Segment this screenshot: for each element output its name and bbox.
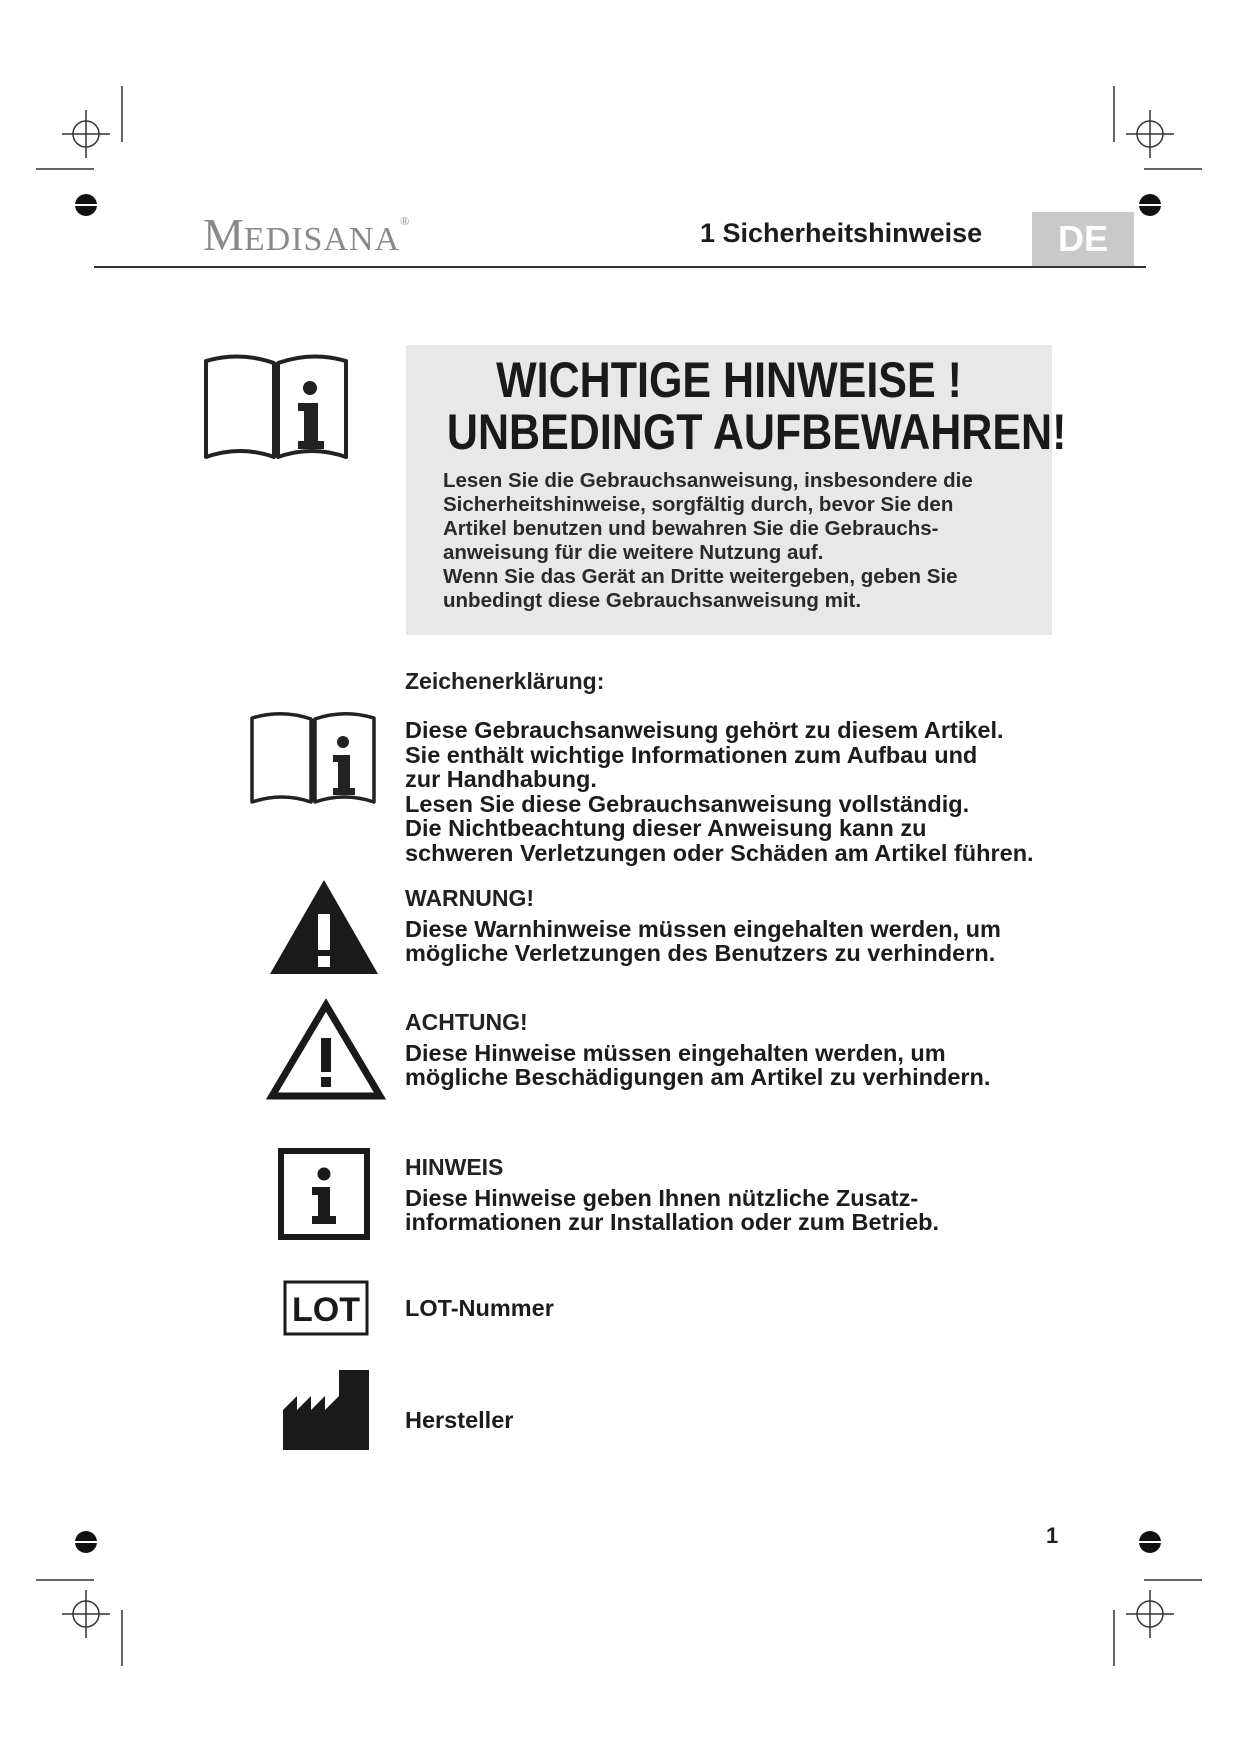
manual-line: Diese Gebrauchsanweisung gehört zu diesem Artikel. — [405, 717, 1004, 743]
legend-heading: Zeichenerklärung: — [405, 668, 605, 694]
manual-description — [405, 718, 1125, 865]
lot-symbol-text: LOT — [292, 1291, 360, 1329]
manual-line: Die Nichtbeachtung dieser Anweisung kann zu — [405, 815, 927, 841]
header-divider — [94, 266, 1146, 268]
caution-title: ACHTUNG! — [405, 1009, 528, 1035]
warning-line: Diese Warnhinweise müssen eingehalten werden, um — [405, 915, 1001, 942]
manual-line: schweren Verletzungen oder Schäden am Artikel führen. — [405, 839, 1034, 866]
notice-paragraph — [443, 469, 1043, 613]
registration-mark-icon — [62, 110, 110, 158]
warning-triangle-outline-icon — [268, 1000, 384, 1100]
manufacturer-label: Hersteller — [405, 1407, 514, 1433]
caution-line: Diese Hinweise müssen eingehalten werden, um — [405, 1039, 946, 1066]
info-box-icon — [278, 1148, 370, 1240]
warning-triangle-filled-icon — [268, 878, 380, 976]
book-info-icon — [248, 712, 378, 810]
warning-line: mögliche Verletzungen des Benutzers zu verhindern. — [405, 940, 996, 966]
caution-description — [405, 1010, 1125, 1090]
notice-title-line-1: WICHTIGE HINWEISE ! — [496, 352, 962, 408]
caution-line: mögliche Beschädigungen am Artikel zu verhindern. — [405, 1064, 991, 1090]
notice-line: Sicherheitshinweise, sorgfältig durch, bevor Sie den — [443, 493, 954, 516]
notice-line: Wenn Sie das Gerät an Dritte weitergeben, geben Sie — [443, 565, 958, 588]
lot-label: LOT-Nummer — [405, 1295, 554, 1321]
registration-mark-icon — [1126, 1590, 1174, 1638]
warning-description — [405, 886, 1125, 966]
page-number: 1 — [1046, 1523, 1059, 1548]
brand-logo: MEDISANA® — [203, 209, 410, 260]
lot-symbol-icon — [283, 1280, 369, 1336]
registration-mark-icon — [62, 1590, 110, 1638]
note-title: HINWEIS — [405, 1154, 504, 1180]
manual-line: zur Handhabung. — [405, 766, 597, 792]
warning-title: WARNUNG! — [405, 885, 535, 911]
section-title: 1 Sicherheitshinweise — [700, 218, 983, 248]
note-line: informationen zur Installation oder zum Betrieb. — [405, 1209, 940, 1235]
note-description — [405, 1155, 1125, 1235]
manual-line: Sie enthält wichtige Informationen zum Aufbau und — [405, 741, 978, 768]
notice-line: unbedingt diese Gebrauchsanweisung mit. — [443, 589, 862, 612]
important-notice-box — [406, 345, 1067, 635]
notice-line: Artikel benutzen und bewahren Sie die Gebrauchs- — [443, 517, 939, 540]
factory-icon — [283, 1370, 369, 1450]
manual-line: Lesen Sie diese Gebrauchsanweisung vollständig. — [405, 790, 970, 817]
notice-title-line-2: UNBEDINGT AUFBEWAHREN! — [446, 404, 1067, 460]
note-line: Diese Hinweise geben Ihnen nützliche Zusatz- — [405, 1184, 919, 1211]
registration-mark-icon — [1126, 110, 1174, 158]
notice-line: Lesen Sie die Gebrauchsanweisung, insbesondere die — [443, 469, 973, 492]
notice-line: anweisung für die weitere Nutzung auf. — [443, 541, 824, 564]
book-info-icon — [202, 355, 350, 465]
language-badge: DE — [1032, 212, 1134, 266]
